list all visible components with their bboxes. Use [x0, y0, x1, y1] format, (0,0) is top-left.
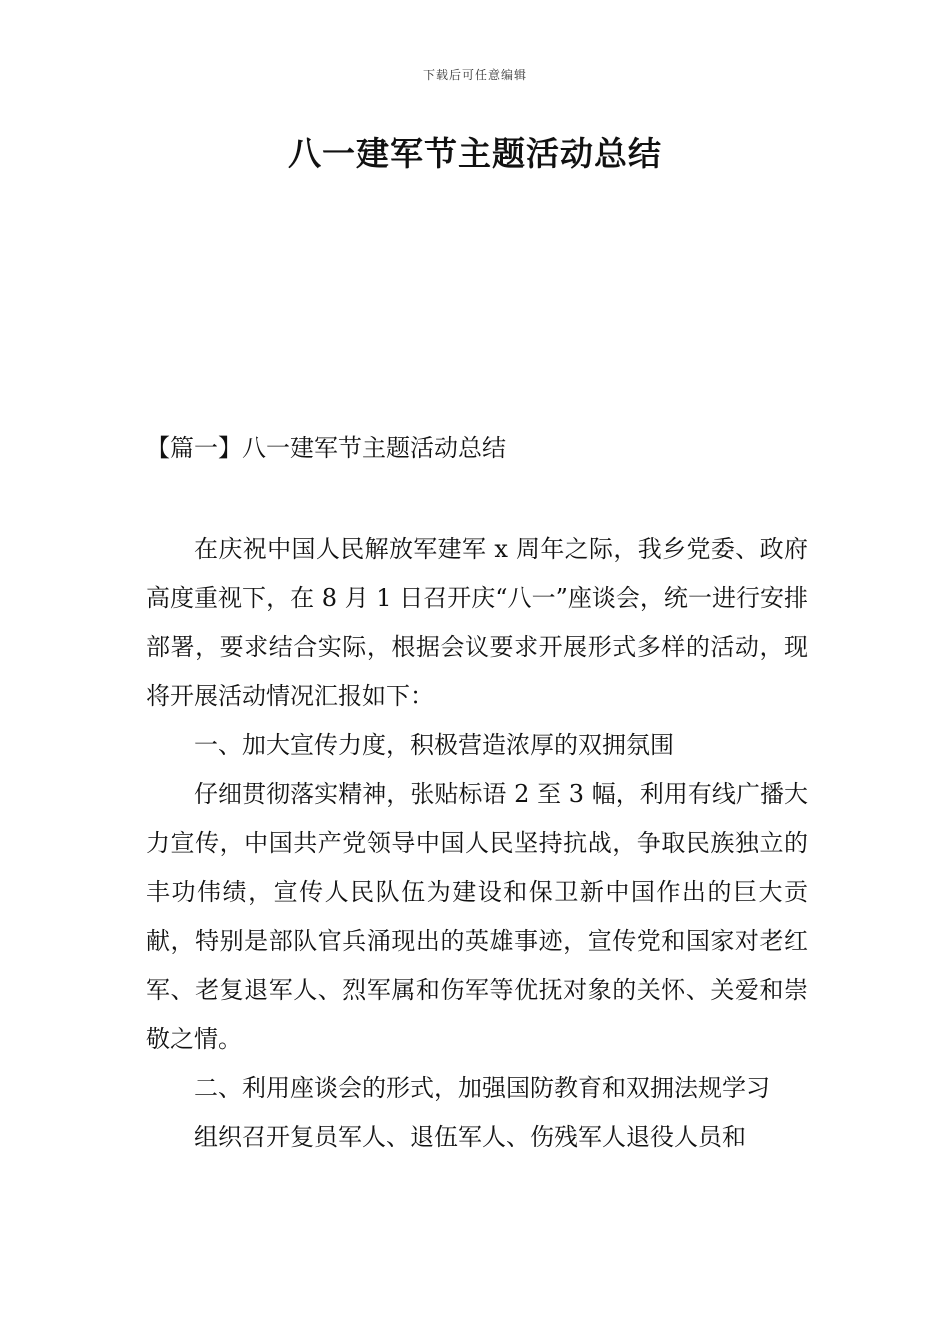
header-note: 下载后可任意编辑: [422, 68, 527, 82]
body-paragraph: 一、加大宣传力度，积极营造浓厚的双拥氛围: [194, 731, 674, 759]
section-heading: 【篇一】八一建军节主题活动总结: [146, 434, 506, 462]
body-paragraph: 组织召开复员军人、退伍军人、伤残军人退役人员和: [194, 1123, 746, 1151]
body-paragraph: 在庆祝中国人民解放军建军 x 周年之际，我乡党委、政府高度重视下，在 8 月 1 日召开庆“八一”座谈会，统一进行安排部署，要求结合实际，根据会议要求开展形式多样的活动，现将开展活动情况汇报如下：: [146, 535, 808, 710]
document-title: 八一建军节主题活动总结: [288, 134, 662, 173]
body-paragraph: 二、利用座谈会的形式，加强国防教育和双拥法规学习: [194, 1074, 770, 1102]
body-text: [146, 525, 808, 1162]
body-paragraph: 仔细贯彻落实精神，张贴标语 2 至 3 幅，利用有线广播大力宣传，中国共产党领导中国人民坚持抗战，争取民族独立的丰功伟绩，宣传人民队伍为建设和保卫新中国作出的巨大贡献，特别是部队官兵涌现出的英雄事迹，宣传党和国家对老红军、老复退军人、烈军属和伤军等优抚对象的关怀、关爱和崇敬之情。: [146, 780, 808, 1053]
